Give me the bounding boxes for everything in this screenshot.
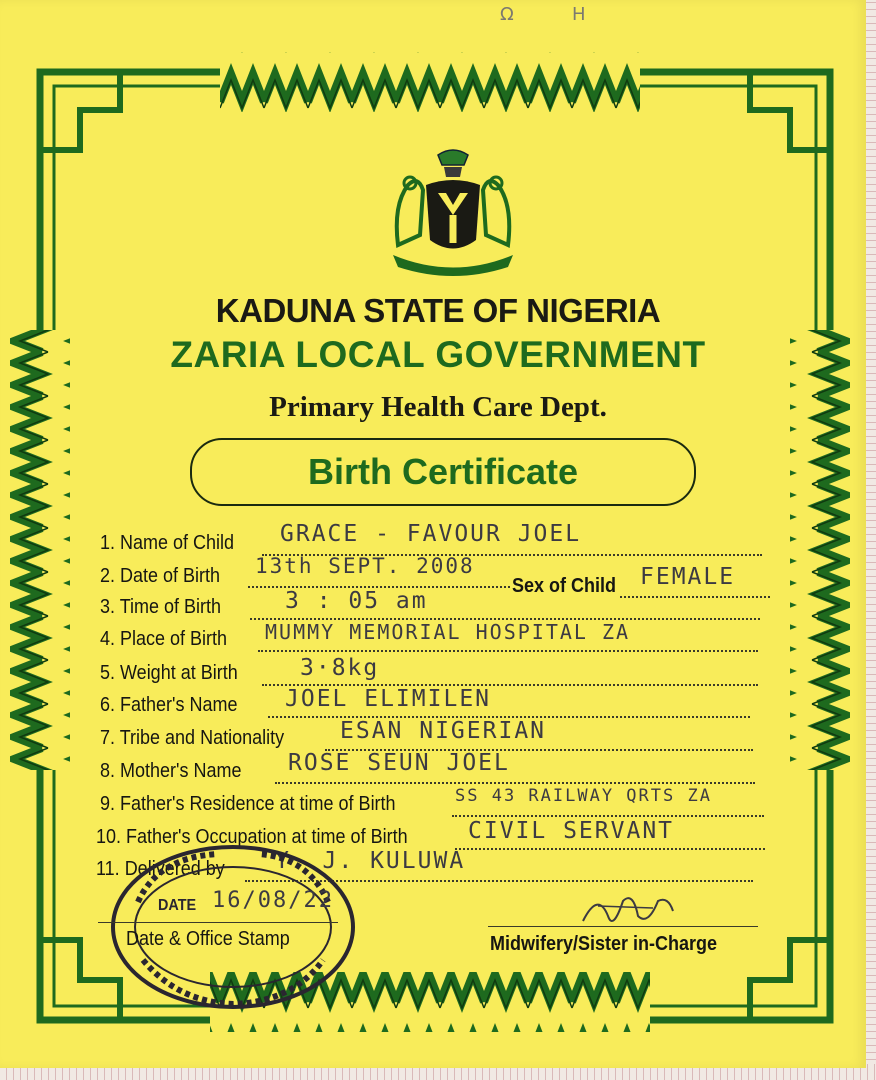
certificate-title: Birth Certificate bbox=[190, 438, 696, 506]
field-value-delivered-by: Y. J. KULUWA bbox=[275, 848, 466, 874]
field-label-fathers-occupation: 10. Father's Occupation at time of Birth bbox=[96, 826, 408, 848]
field-value-place-of-birth: MUMMY MEMORIAL HOSPITAL ZA bbox=[265, 620, 631, 644]
stamp-date-prefix: DATE bbox=[158, 897, 197, 914]
field-value-date-of-birth: 13th SEPT. 2008 bbox=[255, 554, 475, 578]
field-value-mothers-name: ROSE SEUN JOEL bbox=[288, 750, 510, 776]
field-label-date-of-birth: 2. Date of Birth bbox=[100, 565, 221, 587]
field-label-tribe-and-nationality: 7. Tribe and Nationality bbox=[100, 727, 285, 749]
dotted-line bbox=[275, 782, 755, 784]
field-label-fathers-residence: 9. Father's Residence at time of Birth bbox=[100, 793, 396, 815]
field-value-fathers-name: JOEL ELIMILEN bbox=[285, 686, 492, 712]
office-stamp bbox=[108, 842, 358, 1012]
field-label-weight-at-birth: 5. Weight at Birth bbox=[100, 662, 238, 684]
field-value-name-of-child: GRACE - FAVOUR JOEL bbox=[280, 521, 582, 547]
field-value-tribe-and-nationality: ESAN NIGERIAN bbox=[340, 718, 547, 744]
signature-label: Midwifery/Sister in-Charge bbox=[490, 933, 718, 955]
signature-line bbox=[488, 926, 758, 927]
stamp-underline bbox=[98, 922, 338, 923]
field-label-mothers-name: 8. Mother's Name bbox=[100, 760, 242, 782]
field-value-fathers-residence: SS 43 RAILWAY QRTS ZA bbox=[455, 786, 712, 806]
dotted-line bbox=[452, 815, 764, 817]
field-label-sex-of-child: Sex of Child bbox=[512, 575, 617, 597]
coat-of-arms-icon bbox=[378, 145, 528, 280]
field-label-fathers-name: 6. Father's Name bbox=[100, 694, 238, 716]
heading-state: KADUNA STATE OF NIGERIA bbox=[215, 292, 661, 329]
heading-department: Primary Health Care Dept. bbox=[269, 391, 607, 423]
field-value-sex-of-child: FEMALE bbox=[640, 564, 736, 590]
pencil-mark-h: H bbox=[572, 4, 586, 25]
field-label-place-of-birth: 4. Place of Birth bbox=[100, 628, 228, 650]
heading-local-government: ZARIA LOCAL GOVERNMENT bbox=[170, 334, 706, 375]
field-label-time-of-birth: 3. Time of Birth bbox=[100, 596, 222, 618]
field-label-delivered-by: 11. Delivered by bbox=[96, 858, 225, 880]
dotted-line bbox=[455, 848, 765, 850]
signature-mark bbox=[578, 886, 678, 936]
field-value-time-of-birth: 3 : 05 am bbox=[285, 588, 428, 614]
dotted-line bbox=[620, 596, 770, 598]
pencil-mark-omega: Ω bbox=[500, 4, 514, 25]
field-value-weight-at-birth: 3·8kg bbox=[300, 655, 380, 681]
dotted-line bbox=[258, 650, 758, 652]
stamp-label: Date & Office Stamp bbox=[126, 928, 290, 950]
field-value-fathers-occupation: CIVIL SERVANT bbox=[468, 818, 675, 844]
field-label-name-of-child: 1. Name of Child bbox=[100, 532, 235, 554]
stamp-date-value: 16/08/22 bbox=[212, 888, 334, 913]
